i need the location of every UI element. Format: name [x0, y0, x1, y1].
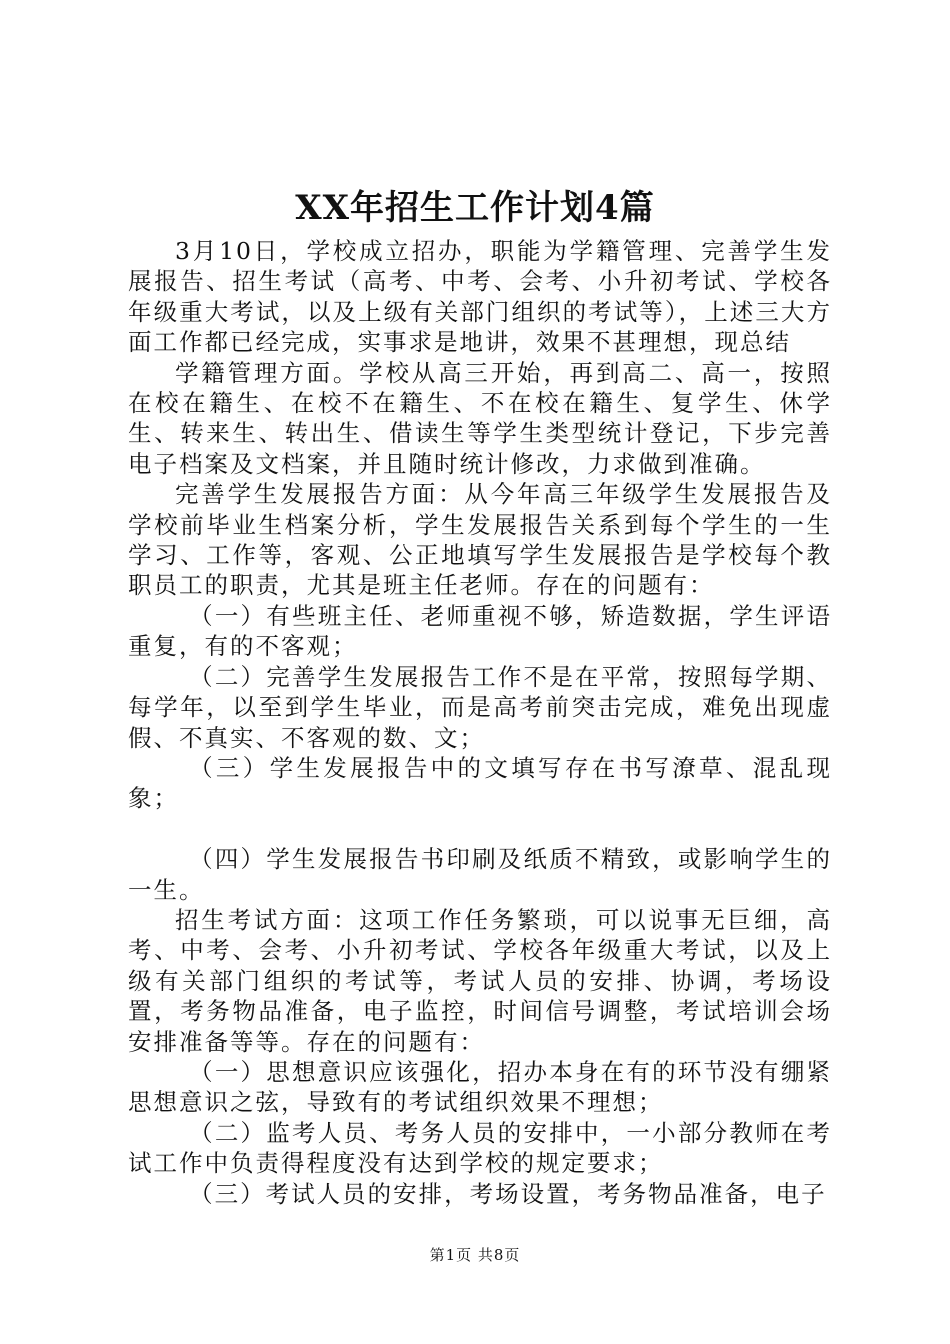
- paragraph-spacer: [128, 814, 832, 844]
- paragraph-report-issue-3: （三）学生发展报告中的文填写存在书写潦草、混乱现象；: [128, 753, 832, 813]
- paragraph-report-issue-1: （一）有些班主任、老师重视不够，矫造数据，学生评语重复，有的不客观；: [128, 601, 832, 661]
- paragraph-development-report: 完善学生发展报告方面：从今年高三年级学生发展报告及学校前毕业生档案分析，学生发展报告关系到每个学生的一生学习、工作等，客观、公正地填写学生发展报告是学校每个教职员工的职责，尤其是班主任老师。存在的问题有：: [128, 480, 832, 600]
- paragraph-report-issue-2: （二）完善学生发展报告工作不是在平常，按照每学期、每学年，以至到学生毕业，而是高考前突击完成，难免出现虚假、不真实、不客观的数、文；: [128, 662, 832, 752]
- paragraph-enrollment-management: 学籍管理方面。学校从高三开始，再到高二、高一，按照在校在籍生、在校不在籍生、不在校在籍生、复学生、休学生、转来生、转出生、借读生等学生类型统计登记，下步完善电子档案及文档案，并且随时统计修改，力求做到准确。: [128, 358, 832, 478]
- paragraph-exams: 招生考试方面：这项工作任务繁琐，可以说事无巨细，高考、中考、会考、小升初考试、学校各年级重大考试，以及上级有关部门组织的考试等，考试人员的安排、协调，考场设置，考务物品准备，电子监控，时间信号调整，考试培训会场安排准备等等。存在的问题有：: [128, 905, 832, 1056]
- document-title: XX年招生工作计划4篇: [295, 188, 655, 228]
- paragraph-intro: 3月10日，学校成立招办，职能为学籍管理、完善学生发展报告、招生考试（高考、中考、会考、小升初考试、学校各年级重大考试，以及上级有关部门组织的考试等），上述三大方面工作都已经完成，实事求是地讲，效果不甚理想，现总结: [128, 237, 832, 357]
- paragraph-report-issue-4: （四）学生发展报告书印刷及纸质不精致，或影响学生的一生。: [128, 845, 832, 904]
- document-body: [128, 236, 832, 1209]
- page-number-footer: 第1页 共8页: [429, 1246, 521, 1264]
- paragraph-exam-issue-3: （三）考试人员的安排，考场设置，考务物品准备，电子: [189, 1179, 827, 1208]
- paragraph-exam-issue-1: （一）思想意识应该强化，招办本身在有的环节没有绷紧思想意识之弦，导致有的考试组织效果不理想；: [128, 1057, 832, 1117]
- paragraph-exam-issue-2: （二）监考人员、考务人员的安排中，一小部分教师在考试工作中负责得程度没有达到学校的规定要求；: [128, 1118, 832, 1178]
